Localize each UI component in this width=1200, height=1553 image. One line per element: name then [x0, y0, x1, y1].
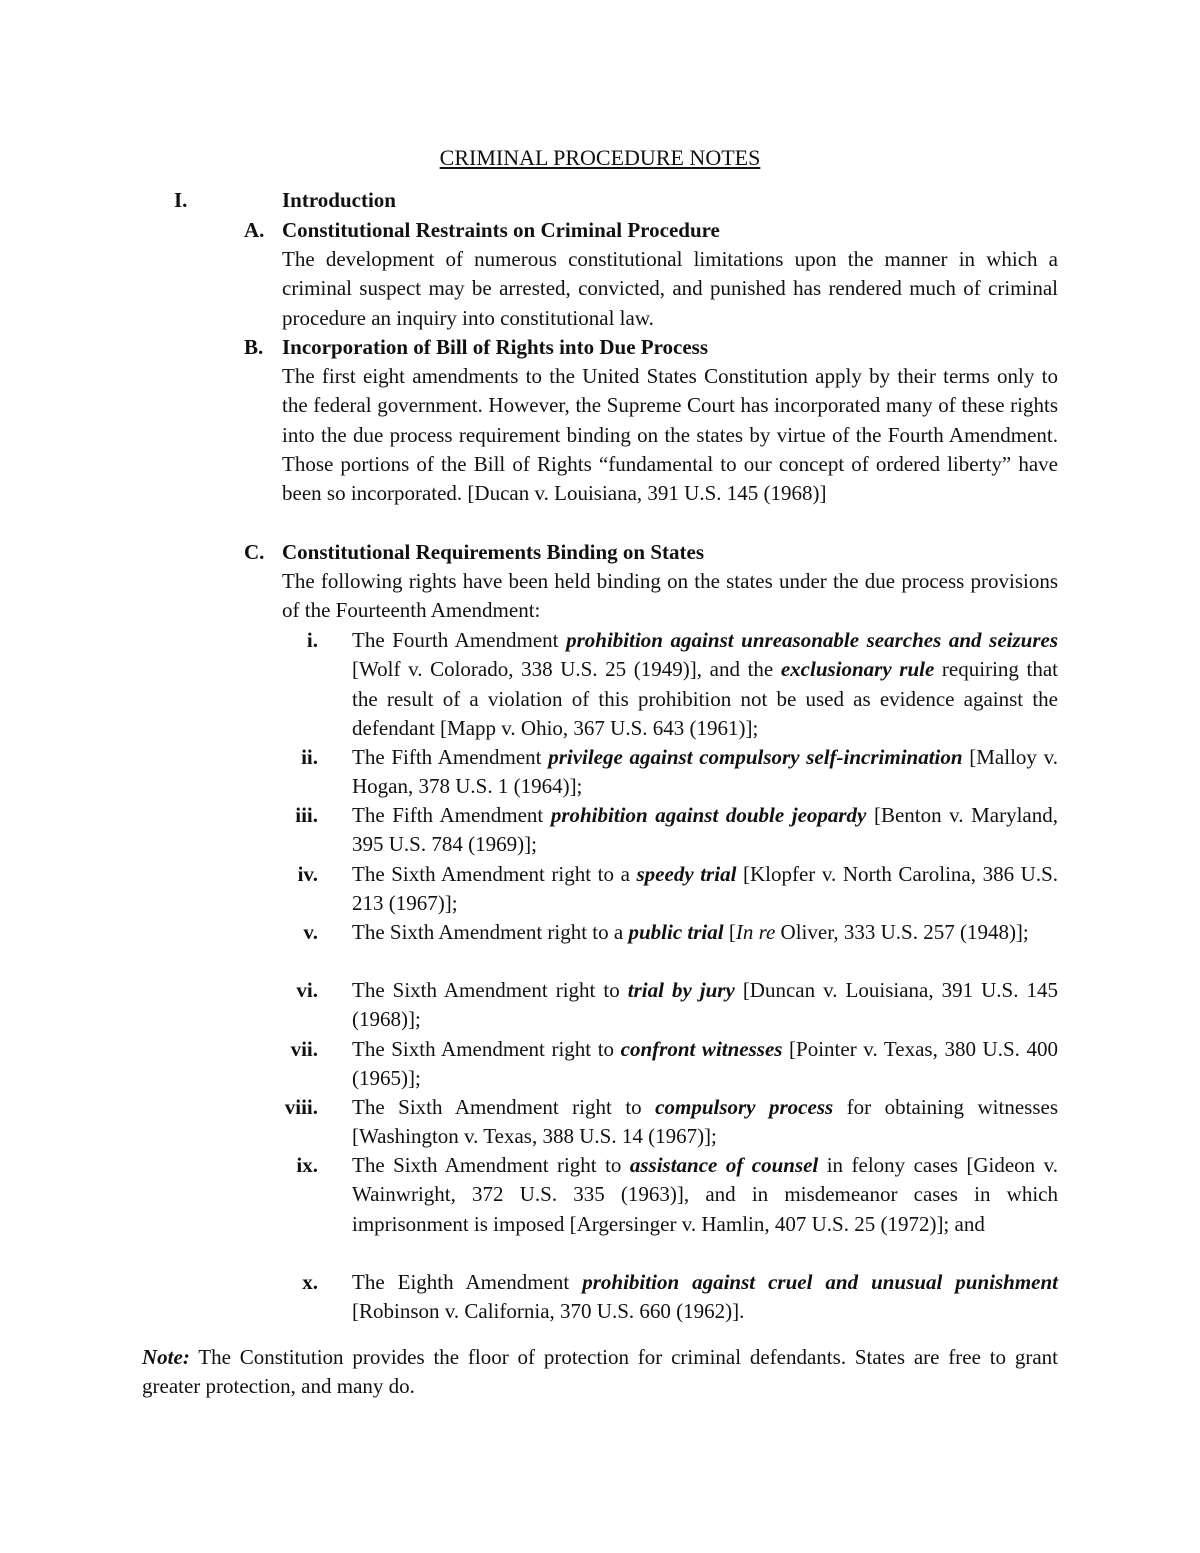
list-item-fragment: [	[723, 920, 736, 944]
emphasized-term: prohibition against unreasonable searches and seizures	[566, 628, 1058, 652]
list-item-fragment: The Fourth Amendment	[352, 628, 567, 652]
list-item-fragment: The Sixth Amendment right to a	[352, 862, 637, 886]
list-item-fragment: The Sixth Amendment right to a	[352, 920, 629, 944]
section-number: I.	[174, 188, 188, 212]
document-title: CRIMINAL PROCEDURE NOTES	[439, 145, 761, 170]
section-title: Introduction	[282, 188, 396, 212]
list-item-number: ii.	[301, 745, 318, 769]
list-item-number: i.	[306, 628, 318, 652]
subsection-c-text: The following rights have been held binding on the states under the due process provisions of the Fourteenth Amendment:	[282, 569, 1058, 623]
list-item-text	[352, 626, 1058, 743]
subsection-a-text: The development of numerous constitutional limitations upon the manner in which a criminal suspect may be arrested, convicted, and punished has rendered much of criminal procedure an inquiry into constitutional law.	[282, 247, 1058, 330]
list-item-fragment: The Sixth Amendment right to	[352, 1037, 621, 1061]
emphasized-term: privilege against compulsory self-incrimination	[548, 745, 963, 769]
emphasized-term: assistance of counsel	[629, 1153, 819, 1177]
list-item-number: iii.	[295, 803, 318, 827]
list-item-fragment: [Robinson v. California, 370 U.S. 660 (1962)].	[352, 1299, 745, 1324]
emphasized-term: exclusionary rule	[780, 657, 935, 682]
subsection-a-letter: A.	[244, 218, 265, 242]
list-item-fragment: [Malloy v. Hogan, 378 U.S. 1 (1964)];	[352, 745, 1058, 799]
subsection-c-title: Constitutional Requirements Binding on States	[282, 540, 705, 564]
list-item-fragment: for obtaining witnesses [Washington v. Texas, 388 U.S. 14 (1967)];	[352, 1095, 1058, 1149]
list-item-fragment: The Fifth Amendment	[352, 745, 549, 769]
list-item-fragment: [Pointer v. Texas, 380 U.S. 400 (1965)];	[352, 1037, 1058, 1091]
list-item-text	[352, 1035, 1058, 1094]
list-item-number: iv.	[297, 862, 318, 886]
list-item-text	[352, 1268, 1058, 1327]
subsection-b-text: The first eight amendments to the United States Constitution apply by their terms only to the federal government. However, the Supreme Court has incorporated many of these rights into the due process requirement binding on the states by virtue of the Fourth Amendment. Those portions of the Bill of Rights “fundamental to our concept of ordered liberty” have been so incorporated. [Ducan v. Louisiana, 391 U.S. 145 (1968)]	[282, 364, 1058, 506]
list-item-number: ix.	[296, 1153, 318, 1177]
emphasized-term: public trial	[628, 920, 724, 944]
note-label: Note:	[142, 1345, 190, 1369]
list-item-text	[352, 1093, 1058, 1152]
list-item-text	[352, 743, 1058, 802]
emphasized-term: confront witnesses	[620, 1037, 783, 1061]
list-item-text	[352, 801, 1058, 860]
list-item-fragment: [Wolf v. Colorado, 338 U.S. 25 (1949)], and the	[352, 657, 781, 682]
list-item-fragment: The Fifth Amendment	[352, 803, 551, 827]
list-item-fragment: The Sixth Amendment right to	[352, 978, 628, 1002]
list-item-fragment: The Sixth Amendment right to	[352, 1095, 656, 1119]
list-item-fragment: [Duncan v. Louisiana, 391 U.S. 145 (1968)];	[352, 978, 1058, 1032]
list-item-number: viii.	[284, 1095, 318, 1119]
list-item-number: vi.	[296, 978, 318, 1002]
note-text: The Constitution provides the floor of protection for criminal defendants. States are free to grant greater protection, and many do.	[142, 1345, 1058, 1399]
note-paragraph	[142, 1343, 1058, 1402]
list-item-fragment: The Eighth Amendment	[352, 1270, 583, 1294]
subsection-b-title: Incorporation of Bill of Rights into Due Process	[282, 335, 709, 359]
emphasized-term: prohibition against double jeopardy	[550, 803, 867, 827]
emphasized-term: speedy trial	[636, 862, 737, 886]
list-item-fragment: The Sixth Amendment right to	[352, 1153, 630, 1177]
italic-text: In re	[735, 920, 776, 944]
list-item-number: x.	[302, 1270, 318, 1294]
subsection-c-letter: C.	[244, 540, 265, 564]
list-item-fragment: requiring that the result of a violation of this prohibition not be used as evidence against the defendant [Mapp v. Ohio, 367 U.S. 643 (1961)];	[352, 657, 1059, 740]
emphasized-term: trial by jury	[627, 978, 735, 1002]
list-item-number: v.	[303, 920, 318, 944]
list-item-text	[352, 918, 1058, 947]
list-item-text	[352, 1151, 1058, 1239]
list-item-fragment: Oliver, 333 U.S. 257 (1948)];	[775, 920, 1029, 944]
subsection-a-title: Constitutional Restraints on Criminal Procedure	[282, 218, 720, 242]
emphasized-term: prohibition against cruel and unusual punishment	[582, 1270, 1058, 1294]
list-item-number: vii.	[290, 1037, 318, 1061]
list-item-fragment: in felony cases [Gideon v. Wainwright, 372 U.S. 335 (1963)], and in misdemeanor cases in which imprisonment is imposed [Argersinger v. Hamlin, 407 U.S. 25 (1972)]; and	[352, 1153, 1058, 1236]
list-item-text	[352, 976, 1058, 1035]
subsection-b-letter: B.	[244, 335, 264, 359]
list-item-text	[352, 860, 1058, 919]
list-item-fragment: [Benton v. Maryland, 395 U.S. 784 (1969)];	[352, 803, 1059, 857]
emphasized-term: compulsory process	[655, 1095, 834, 1119]
list-item-fragment: [Klopfer v. North Carolina, 386 U.S. 213 (1967)];	[352, 862, 1059, 916]
